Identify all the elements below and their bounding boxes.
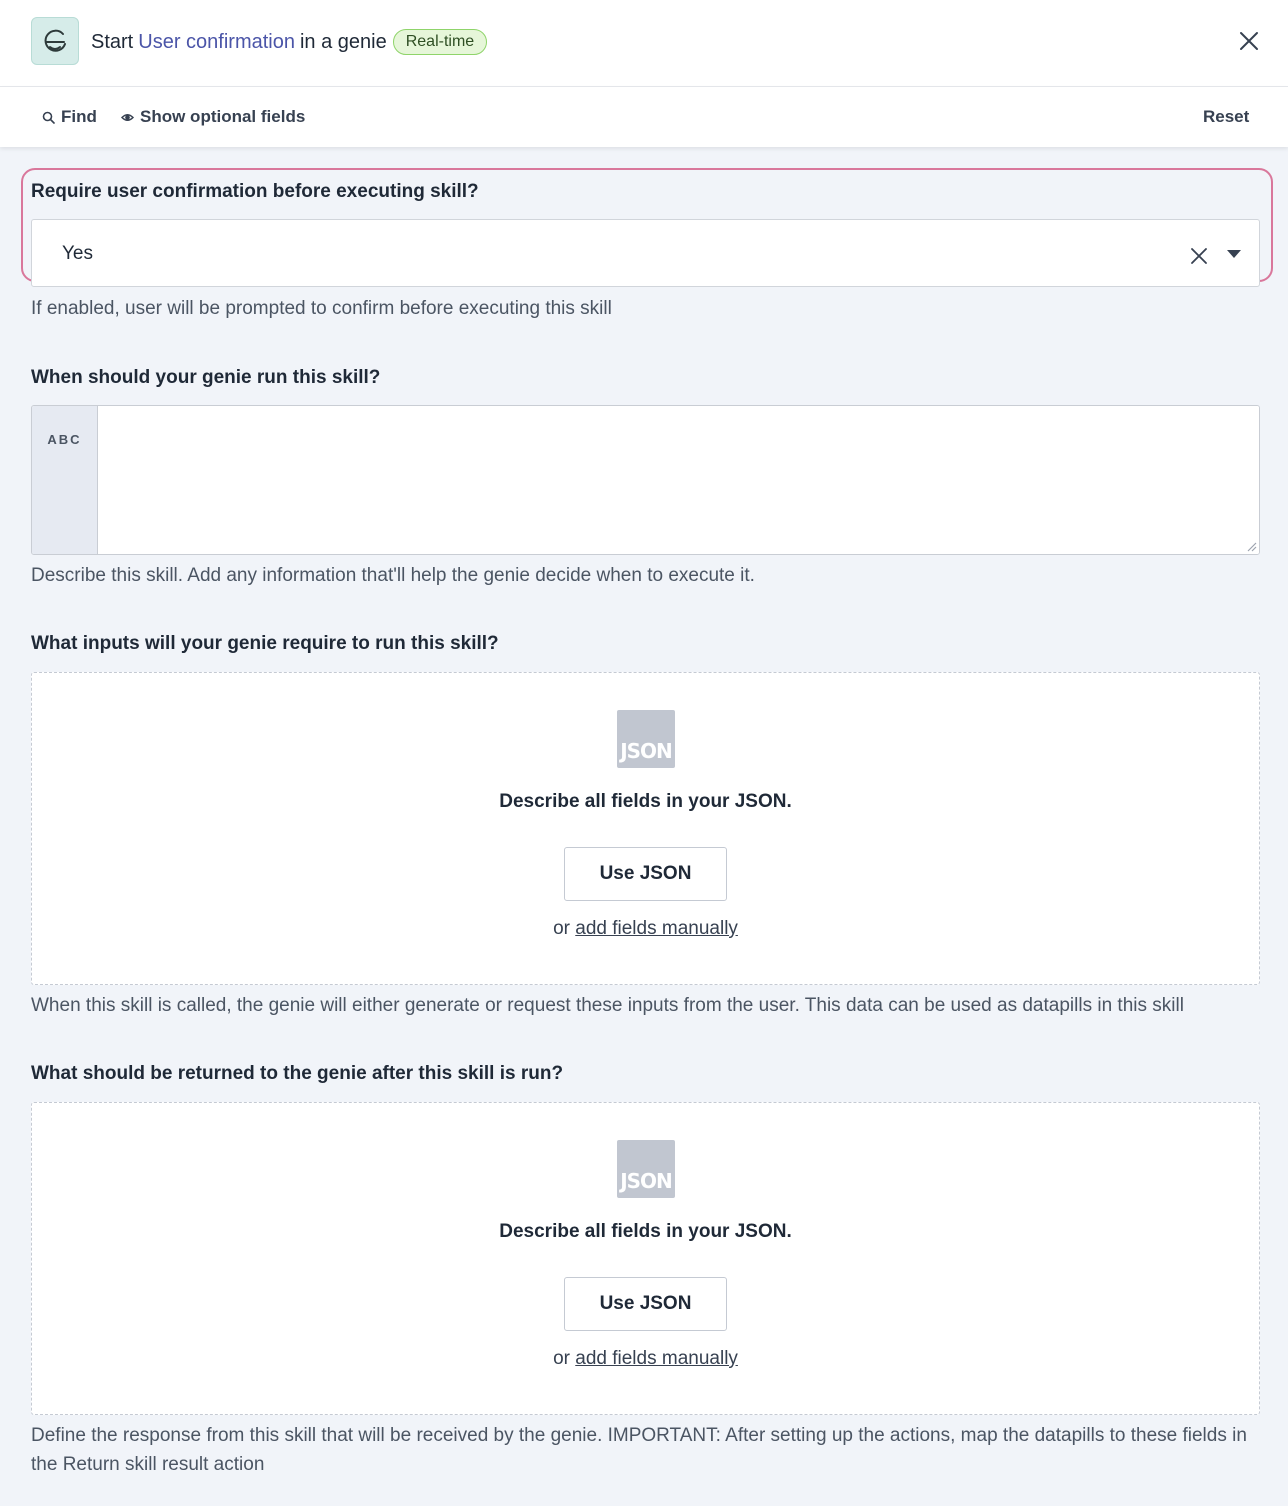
chevron-down-icon[interactable]: [1227, 250, 1241, 258]
returns-use-json-button[interactable]: Use JSON: [564, 1277, 727, 1331]
title-prefix: Start: [91, 30, 134, 53]
toolbar: [0, 87, 1288, 147]
returns-dropzone-title: Describe all fields in your JSON.: [499, 1221, 792, 1242]
clear-selection-button[interactable]: [1187, 244, 1211, 268]
returns-field-label: What should be returned to the genie after this skill is run?: [31, 1063, 564, 1084]
returns-add-fields-manually-link[interactable]: add fields manually: [575, 1348, 738, 1369]
header: [0, 0, 1288, 87]
when-field-label: When should your genie run this skill?: [31, 367, 381, 388]
clear-icon: [1191, 248, 1207, 264]
returns-alt-text: [32, 1348, 1259, 1370]
when-field: [31, 405, 1260, 555]
inputs-dropzone-title: Describe all fields in your JSON.: [499, 791, 792, 812]
inputs-add-fields-manually-link[interactable]: add fields manually: [575, 918, 738, 939]
search-icon: [42, 111, 55, 124]
returns-schema-dropzone: [31, 1102, 1260, 1415]
or-text: or: [553, 1348, 570, 1369]
genie-logo-icon: [31, 17, 79, 65]
find-label: Find: [61, 107, 97, 126]
or-text: or: [553, 918, 570, 939]
when-hint: Describe this skill. Add any information that'll help the genie decide when to execute it.: [31, 565, 755, 586]
json-file-icon: JSON: [617, 1140, 675, 1198]
inputs-field-label: What inputs will your genie require to run this skill?: [31, 633, 499, 654]
show-optional-fields-label: Show optional fields: [140, 107, 306, 126]
json-file-icon: JSON: [617, 710, 675, 768]
when-textarea[interactable]: [99, 406, 1259, 554]
inputs-schema-dropzone: [31, 672, 1260, 985]
title-suffix: in a genie: [299, 30, 387, 53]
inputs-alt-text: [32, 918, 1259, 940]
resize-handle-icon[interactable]: [1245, 540, 1257, 552]
realtime-badge: Real-time: [393, 29, 487, 55]
confirmation-hint: If enabled, user will be prompted to confirm before executing this skill: [31, 298, 612, 319]
inputs-use-json-button[interactable]: Use JSON: [564, 847, 727, 901]
confirmation-select-value: Yes: [62, 243, 93, 264]
text-type-tag: ABC: [32, 406, 98, 554]
title-trigger-link[interactable]: User confirmation: [138, 30, 295, 53]
confirmation-select[interactable]: [31, 219, 1260, 287]
close-button[interactable]: [1234, 26, 1264, 56]
inputs-hint: When this skill is called, the genie will either generate or request these inputs from the user. This data can be used as datapills in this skill: [31, 995, 1184, 1016]
confirmation-field-label: Require user confirmation before executing skill?: [31, 181, 479, 202]
find-button[interactable]: [42, 107, 97, 127]
show-optional-fields-button[interactable]: [121, 107, 305, 127]
eye-icon: [121, 111, 134, 124]
returns-hint: Define the response from this skill that will be received by the genie. IMPORTANT: After setting up the actions, map the datapills to these fields in the Return skill result action: [31, 1425, 1247, 1475]
page-title: [91, 29, 487, 55]
close-icon: [1239, 31, 1259, 51]
reset-button[interactable]: Reset: [1203, 107, 1250, 126]
